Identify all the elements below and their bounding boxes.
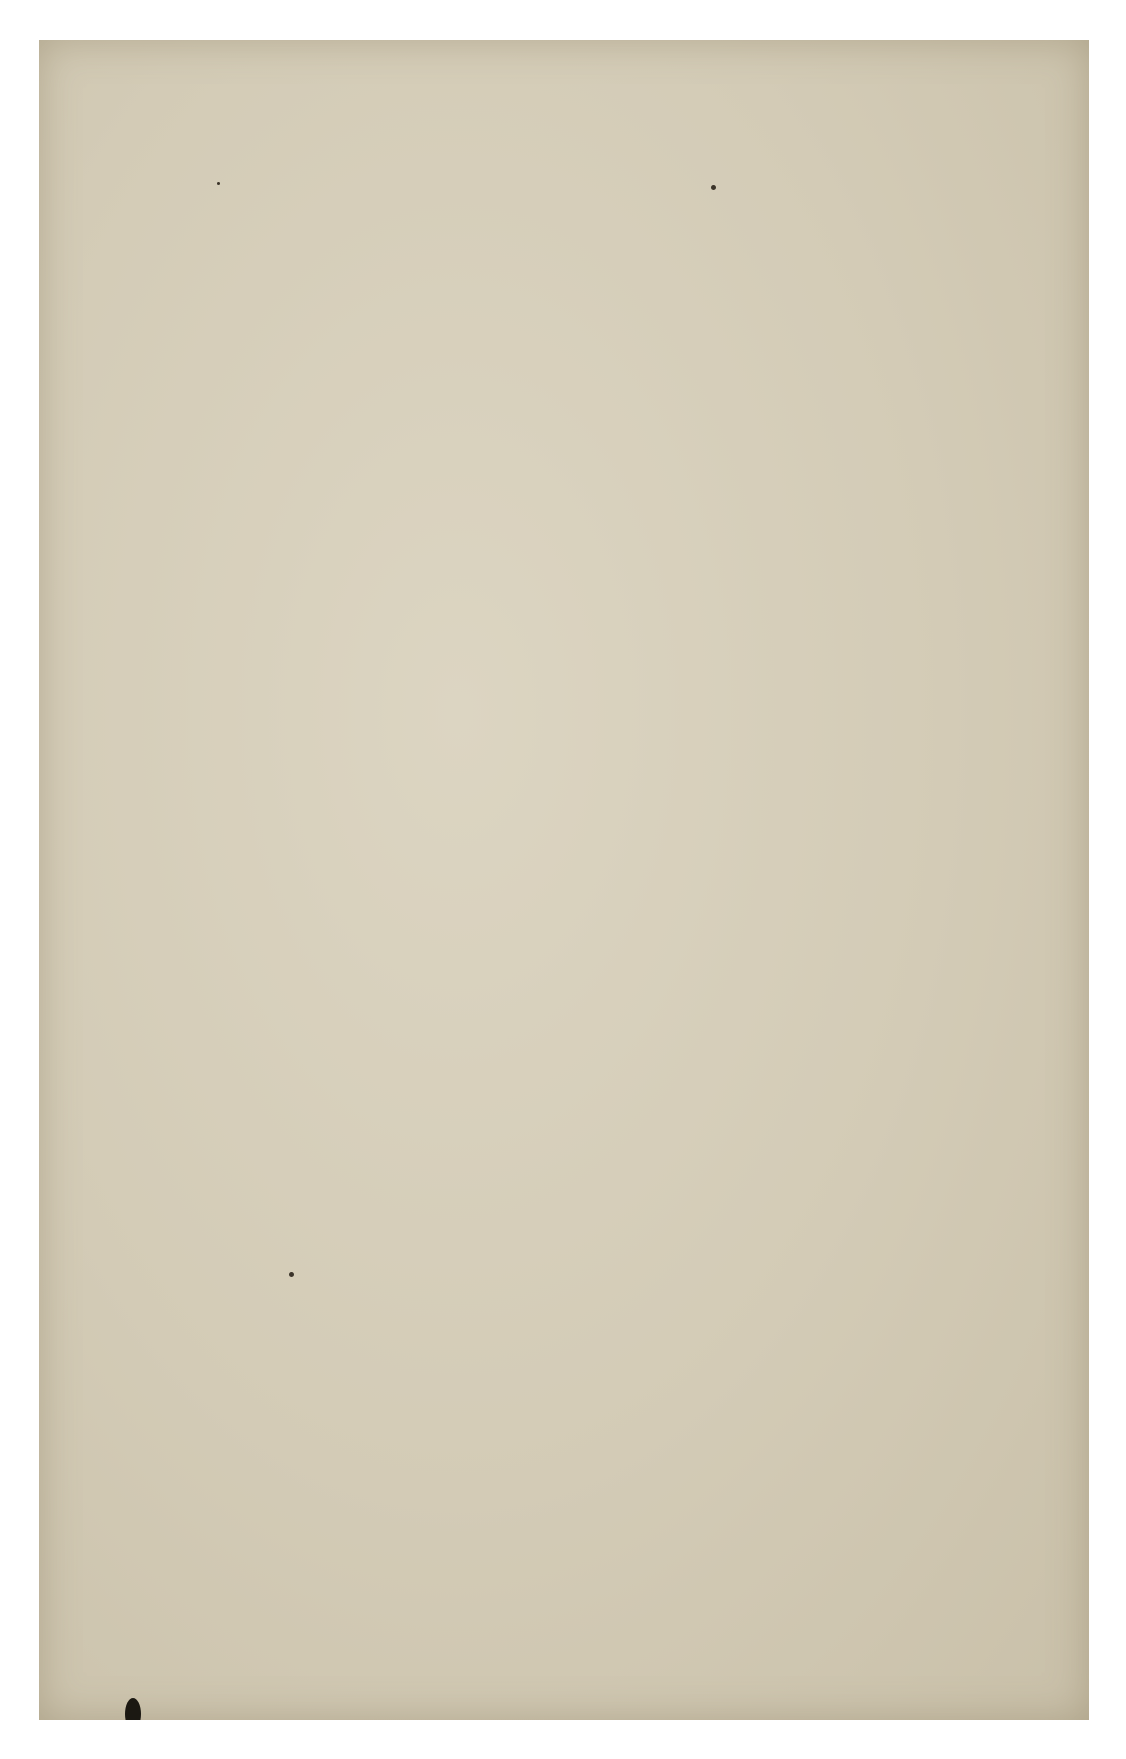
ink-blot	[125, 1698, 141, 1720]
watermark	[519, 1340, 1079, 1660]
speck	[711, 185, 716, 190]
book-page	[39, 40, 1089, 1720]
speck	[217, 182, 220, 185]
speck	[289, 1272, 294, 1277]
